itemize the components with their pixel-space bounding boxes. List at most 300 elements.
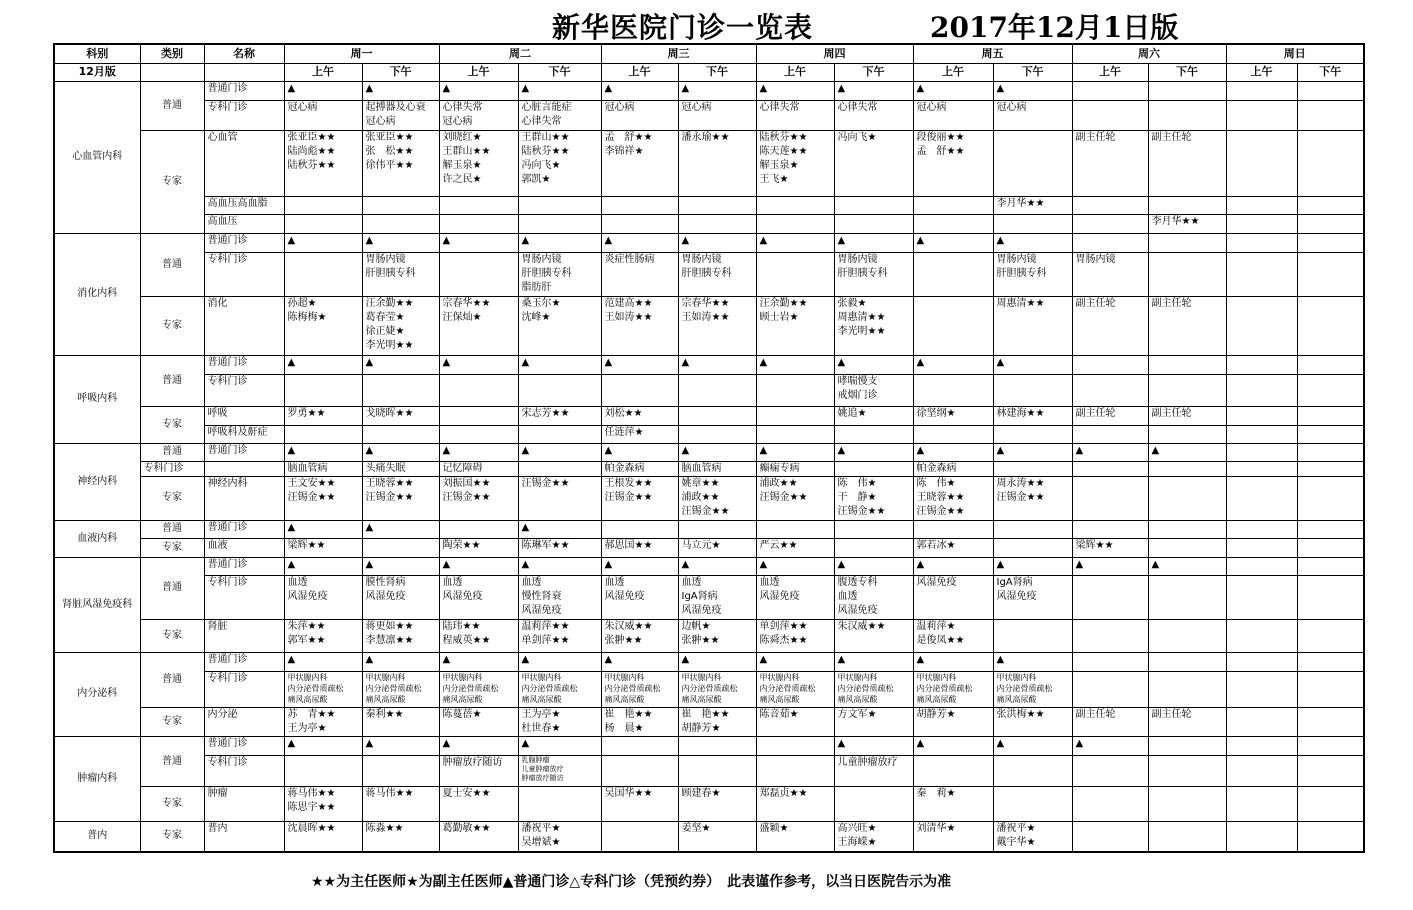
schedule-cell — [1072, 252, 1148, 296]
schedule-cell — [1072, 355, 1148, 374]
cell-line: 痛风高尿酸 — [521, 695, 562, 705]
schedule-cell — [1148, 443, 1226, 461]
schedule-cell — [518, 520, 601, 538]
cell-line: 风湿免疫 — [916, 577, 957, 589]
schedule-cell — [439, 538, 518, 557]
clinic-name-cell: 高血压 — [204, 215, 284, 233]
cell-line: 痛风高尿酸 — [365, 695, 406, 705]
clinic-name-cell: 普通门诊 — [204, 736, 284, 755]
cell-line: 宗春华★★ — [681, 298, 730, 310]
schedule-cell — [1072, 443, 1148, 461]
schedule-cell — [1072, 736, 1148, 755]
schedule-cell — [439, 672, 518, 707]
schedule-cell — [993, 538, 1072, 557]
schedule-cell — [1297, 197, 1364, 215]
cell-line: 周惠清★★ — [837, 312, 886, 324]
schedule-cell — [756, 672, 834, 707]
schedule-cell — [518, 443, 601, 461]
schedule-cell — [284, 461, 362, 476]
schedule-cell — [1226, 233, 1297, 252]
schedule-cell — [439, 707, 518, 736]
schedule-cell — [284, 131, 362, 197]
schedule-cell — [284, 520, 362, 538]
cell-line: 冠心病 — [365, 116, 396, 128]
schedule-row — [54, 252, 1364, 296]
schedule-cell — [834, 821, 913, 852]
cell-line: 甲状腺内科 — [365, 673, 406, 683]
cell-line: 宗春华★★ — [442, 298, 491, 310]
cell-line: 痛风高尿酸 — [681, 695, 722, 705]
schedule-cell — [993, 461, 1072, 476]
cell-line: 梁辉★★ — [1075, 539, 1114, 551]
schedule-cell — [678, 619, 756, 652]
cell-line: 脑血管病 — [287, 462, 328, 474]
cell-line: 副主任轮 — [1151, 132, 1192, 144]
cell-line: 副主任轮 — [1075, 708, 1116, 720]
schedule-cell — [834, 101, 913, 131]
schedule-row — [54, 407, 1364, 425]
cell-line: 肝胆胰专科 — [681, 267, 732, 279]
schedule-cell — [1226, 576, 1297, 619]
schedule-cell — [913, 101, 993, 131]
schedule-cell — [362, 520, 439, 538]
schedule-cell — [993, 101, 1072, 131]
cell-line: 解玉泉★ — [442, 160, 482, 172]
schedule-cell — [362, 557, 439, 575]
schedule-cell — [1148, 707, 1226, 736]
cell-line: ▲ — [604, 356, 613, 368]
schedule-cell — [284, 375, 362, 407]
schedule-cell — [362, 619, 439, 652]
schedule-cell — [1148, 821, 1226, 852]
schedule-cell — [1226, 736, 1297, 755]
schedule-cell — [1072, 461, 1148, 476]
schedule-cell — [1072, 233, 1148, 252]
schedule-cell — [601, 557, 678, 575]
schedule-cell — [913, 252, 993, 296]
schedule-cell — [439, 557, 518, 575]
clinic-name-cell: 普通门诊 — [204, 355, 284, 374]
cell-line: 干 静★ — [837, 492, 877, 504]
cell-line: 冠心病 — [604, 102, 635, 114]
schedule-cell — [362, 197, 439, 215]
schedule-cell — [678, 576, 756, 619]
schedule-cell — [1226, 707, 1297, 736]
cell-line: 盛颖★ — [759, 822, 789, 834]
cell-line: 陈天莲★★ — [759, 146, 808, 158]
cell-line: 陈 伟★ — [916, 478, 956, 490]
schedule-cell — [678, 821, 756, 852]
cell-line: 陈音茹★ — [759, 708, 799, 720]
schedule-cell — [1072, 101, 1148, 131]
cell-line: 血透 — [681, 577, 702, 589]
cell-line: 甲状腺内科 — [996, 673, 1037, 683]
cell-line: 宋志芳★★ — [521, 408, 570, 420]
schedule-cell — [601, 81, 678, 100]
schedule-cell — [913, 131, 993, 197]
schedule-cell — [1148, 131, 1226, 197]
schedule-cell — [439, 756, 518, 787]
cell-line: ▲ — [996, 82, 1005, 94]
clinic-name-cell: 内分泌 — [204, 707, 284, 736]
schedule-cell — [601, 375, 678, 407]
schedule-cell — [284, 81, 362, 100]
cell-line: 汪锡金★★ — [365, 492, 414, 504]
schedule-row — [54, 375, 1364, 407]
schedule-cell — [601, 619, 678, 652]
schedule-cell — [993, 197, 1072, 215]
cell-line: 风湿免疫 — [442, 591, 483, 603]
schedule-cell — [439, 197, 518, 215]
cell-line: 朱汉威★★ — [604, 620, 653, 632]
cell-line: 解玉泉★ — [759, 160, 799, 172]
cell-line: 张翀★★ — [604, 634, 643, 646]
schedule-cell — [601, 355, 678, 374]
schedule-cell — [601, 101, 678, 131]
schedule-cell — [756, 252, 834, 296]
schedule-cell — [913, 477, 993, 520]
schedule-cell — [284, 787, 362, 821]
clinic-name-cell: 高血压高血脂 — [204, 197, 284, 215]
schedule-cell — [678, 407, 756, 425]
cell-line: 王晓蓉★★ — [916, 492, 965, 504]
schedule-cell — [284, 425, 362, 443]
cell-line: 李锦祥★ — [604, 146, 644, 158]
cell-line: 副主任轮 — [1151, 298, 1192, 310]
schedule-cell — [678, 233, 756, 252]
schedule-cell — [284, 215, 362, 233]
cell-line: 刘晓红★ — [442, 132, 482, 144]
schedule-cell — [1072, 375, 1148, 407]
schedule-cell — [439, 215, 518, 233]
schedule-cell — [913, 821, 993, 852]
department-cell: 普内 — [54, 821, 140, 852]
schedule-cell — [518, 297, 601, 356]
cell-line: 炎症性肠病 — [604, 253, 655, 265]
schedule-cell — [834, 736, 913, 755]
cell-line: ▲ — [365, 234, 374, 246]
cell-line: ▲ — [916, 654, 925, 665]
schedule-cell — [1148, 538, 1226, 557]
cell-line: 蒋马伟★★ — [365, 788, 414, 800]
schedule-cell — [601, 736, 678, 755]
cell-line: ▲ — [837, 444, 846, 456]
cell-line: 张毅★ — [837, 298, 867, 310]
schedule-cell — [284, 736, 362, 755]
schedule-cell — [1226, 821, 1297, 852]
schedule-cell — [362, 101, 439, 131]
schedule-cell — [1297, 215, 1364, 233]
schedule-cell — [993, 233, 1072, 252]
cell-line: 王如涛★★ — [681, 312, 730, 324]
schedule-cell — [284, 538, 362, 557]
schedule-cell — [284, 821, 362, 852]
cell-line: 风湿免疫 — [996, 591, 1037, 603]
schedule-cell — [362, 252, 439, 296]
cell-line: ▲ — [442, 356, 451, 368]
cell-line: 心律失常 — [521, 116, 562, 128]
schedule-cell — [439, 425, 518, 443]
page-title: 新华医院门诊一览表 — [552, 11, 814, 44]
schedule-cell — [834, 477, 913, 520]
schedule-cell — [756, 215, 834, 233]
cell-line: 王文安★★ — [287, 478, 336, 490]
cell-line: 周惠清★★ — [996, 298, 1045, 310]
clinic-name-cell: 血液 — [204, 538, 284, 557]
clinic-name-cell: 普通门诊 — [204, 653, 284, 672]
cell-line: 胃肠内镜 — [521, 253, 562, 265]
header-dept: 科别 — [54, 44, 140, 63]
schedule-cell — [756, 297, 834, 356]
cell-line: 蒋马伟★★ — [287, 788, 336, 800]
schedule-cell — [601, 653, 678, 672]
cell-line: 痛风高尿酸 — [837, 695, 878, 705]
schedule-cell — [756, 461, 834, 476]
cell-line: ▲ — [287, 521, 296, 533]
cell-line: 血透 — [521, 577, 542, 589]
schedule-cell — [993, 425, 1072, 443]
schedule-cell — [678, 736, 756, 755]
schedule-cell — [362, 672, 439, 707]
schedule-cell — [601, 672, 678, 707]
cell-line: 范建高★★ — [604, 298, 653, 310]
cell-line: 起搏器及心衰 — [365, 102, 426, 114]
cell-line: ▲ — [442, 82, 451, 94]
schedule-cell — [834, 756, 913, 787]
cell-line: ▲ — [681, 558, 690, 570]
schedule-cell — [913, 81, 993, 100]
cell-line: 心律失常 — [442, 102, 483, 114]
schedule-cell — [1072, 425, 1148, 443]
schedule-cell — [601, 425, 678, 443]
cell-line: ▲ — [521, 654, 530, 665]
header-am: 上午 — [1226, 63, 1297, 81]
clinic-name-cell: 神经内科 — [204, 477, 284, 520]
cell-line: ▲ — [996, 654, 1005, 665]
schedule-cell — [1297, 576, 1364, 619]
header-pm: 下午 — [518, 63, 601, 81]
cell-line: 崔 艳★★ — [604, 708, 653, 720]
schedule-cell — [1226, 672, 1297, 707]
schedule-cell — [1297, 787, 1364, 821]
cell-line: 张亚臣★★ — [287, 132, 336, 144]
schedule-cell — [601, 131, 678, 197]
cell-line: ▲ — [681, 356, 690, 368]
cell-line: 副主任轮 — [1151, 708, 1192, 720]
schedule-cell — [1297, 355, 1364, 374]
schedule-cell — [518, 821, 601, 852]
cell-line: 风湿免疫 — [837, 605, 878, 617]
cell-line: 甲状腺内科 — [837, 673, 878, 683]
cell-line: 张亚臣★★ — [365, 132, 414, 144]
schedule-row — [54, 131, 1364, 197]
schedule-cell — [1226, 619, 1297, 652]
header-am: 上午 — [601, 63, 678, 81]
schedule-cell — [362, 787, 439, 821]
schedule-cell — [284, 477, 362, 520]
cell-line: 痛风高尿酸 — [287, 695, 328, 705]
schedule-cell — [284, 557, 362, 575]
schedule-cell — [913, 215, 993, 233]
schedule-cell — [362, 756, 439, 787]
category-cell: 普通 — [140, 520, 204, 538]
schedule-cell — [1148, 375, 1226, 407]
cell-line: 陈蔓蓓★ — [442, 708, 482, 720]
schedule-cell — [993, 736, 1072, 755]
cell-line: 张洪梅★★ — [996, 708, 1045, 720]
cell-line: 膜性肾病 — [365, 577, 406, 589]
schedule-cell — [678, 756, 756, 787]
header-pm: 下午 — [834, 63, 913, 81]
schedule-cell — [834, 215, 913, 233]
schedule-body — [54, 44, 1364, 852]
schedule-cell — [834, 557, 913, 575]
header-pm: 下午 — [1297, 63, 1364, 81]
cell-line: ▲ — [287, 737, 296, 749]
cell-line: 王海嵘★ — [837, 836, 877, 848]
schedule-cell — [1072, 576, 1148, 619]
cell-line: 吴国华★★ — [604, 788, 653, 800]
schedule-cell — [518, 81, 601, 100]
schedule-cell — [1226, 653, 1297, 672]
cell-line: 陆尚彪★★ — [287, 146, 336, 158]
schedule-cell — [439, 407, 518, 425]
department-cell: 肿瘤内科 — [54, 736, 140, 821]
cell-line: 副主任轮 — [1075, 408, 1116, 420]
cell-line: 陈思宇★★ — [287, 802, 336, 814]
schedule-row — [54, 538, 1364, 557]
schedule-cell — [1297, 252, 1364, 296]
cell-line: 汪锡金★★ — [916, 506, 965, 518]
schedule-cell — [601, 707, 678, 736]
cell-line: 杜世春★ — [521, 722, 561, 734]
header-pm: 下午 — [993, 63, 1072, 81]
schedule-cell — [1148, 252, 1226, 296]
schedule-cell — [601, 756, 678, 787]
schedule-cell — [913, 520, 993, 538]
schedule-cell — [439, 736, 518, 755]
schedule-cell — [834, 425, 913, 443]
schedule-cell — [678, 787, 756, 821]
cell-line: 帕金森病 — [916, 462, 957, 474]
schedule-cell — [993, 81, 1072, 100]
schedule-cell — [756, 197, 834, 215]
schedule-cell — [1297, 672, 1364, 707]
schedule-cell — [518, 131, 601, 197]
cell-line: 陈淼★★ — [365, 822, 404, 834]
category-cell: 普通 — [140, 443, 204, 461]
cell-line: 边帆★ — [681, 620, 711, 632]
schedule-cell — [993, 131, 1072, 197]
cell-line: 甲状腺内科 — [759, 673, 800, 683]
cell-line: ▲ — [287, 82, 296, 94]
schedule-cell — [1297, 443, 1364, 461]
cell-line: 王晓蓉★★ — [365, 478, 414, 490]
schedule-cell — [518, 355, 601, 374]
cell-line: 马立元★ — [681, 539, 721, 551]
cell-line: 胃肠内镜 — [365, 253, 406, 265]
cell-line: 郝思国★★ — [604, 539, 653, 551]
schedule-cell — [362, 407, 439, 425]
schedule-cell — [362, 355, 439, 374]
schedule-cell — [439, 520, 518, 538]
schedule-cell — [756, 557, 834, 575]
schedule-cell — [439, 101, 518, 131]
cell-line: 哮喘慢支 — [837, 376, 878, 388]
cell-line: 胃肠内镜 — [837, 253, 878, 265]
schedule-cell — [834, 653, 913, 672]
schedule-cell — [756, 81, 834, 100]
schedule-cell — [913, 197, 993, 215]
schedule-cell — [913, 538, 993, 557]
schedule-cell — [756, 477, 834, 520]
clinic-name-cell: 心血管 — [204, 131, 284, 197]
schedule-cell — [1148, 101, 1226, 131]
schedule-cell — [1072, 619, 1148, 652]
schedule-cell — [834, 252, 913, 296]
cell-line: ▲ — [681, 654, 690, 665]
schedule-cell — [1148, 297, 1226, 356]
header-am: 上午 — [1072, 63, 1148, 81]
header-day-2: 周三 — [601, 44, 756, 63]
cell-line: ▲ — [604, 654, 613, 665]
cell-line: 风湿免疫 — [287, 591, 328, 603]
schedule-cell — [993, 215, 1072, 233]
cell-line: 肿瘤放疗随访 — [442, 757, 503, 769]
cell-line: ▲ — [916, 234, 925, 246]
cell-line: 冯向飞★ — [521, 160, 561, 172]
cell-line: 内分泌骨质疏松 — [442, 684, 499, 694]
clinic-name-cell: 专科门诊 — [140, 461, 204, 476]
schedule-cell — [601, 477, 678, 520]
cell-line: 郭军★★ — [287, 634, 326, 646]
cell-line: 甲状腺内科 — [521, 673, 562, 683]
schedule-cell — [1226, 477, 1297, 520]
category-cell: 专家 — [140, 131, 204, 233]
schedule-cell — [678, 375, 756, 407]
cell-line: 汪保灿★ — [442, 312, 482, 324]
schedule-cell — [439, 821, 518, 852]
schedule-cell — [756, 443, 834, 461]
schedule-cell — [284, 233, 362, 252]
cell-line: 郭凯★ — [521, 174, 551, 186]
cell-line: 温莉萍★ — [916, 620, 956, 632]
schedule-cell — [518, 375, 601, 407]
schedule-cell — [362, 821, 439, 852]
cell-line: 胡静芳★ — [681, 722, 721, 734]
cell-line: 内分泌骨质疏松 — [287, 684, 344, 694]
cell-line: ▲ — [996, 234, 1005, 246]
schedule-cell — [1072, 215, 1148, 233]
schedule-cell — [518, 477, 601, 520]
schedule-cell — [834, 375, 913, 407]
schedule-cell — [756, 375, 834, 407]
cell-line: ▲ — [521, 444, 530, 456]
schedule-cell — [913, 576, 993, 619]
header-row-days — [54, 44, 1364, 63]
cell-line: 肝胆胰专科 — [996, 267, 1047, 279]
schedule-cell — [756, 131, 834, 197]
cell-line: 内分泌骨质疏松 — [681, 684, 738, 694]
schedule-cell — [1148, 425, 1226, 443]
cell-line: 单剑萍★★ — [759, 620, 808, 632]
clinic-name-cell: 肿瘤 — [204, 787, 284, 821]
cell-line: ▲ — [521, 356, 530, 368]
cell-line: 许之民★ — [442, 174, 482, 186]
schedule-cell — [993, 355, 1072, 374]
cell-line: ▲ — [287, 654, 296, 665]
cell-line: 潘祝平★ — [521, 822, 561, 834]
